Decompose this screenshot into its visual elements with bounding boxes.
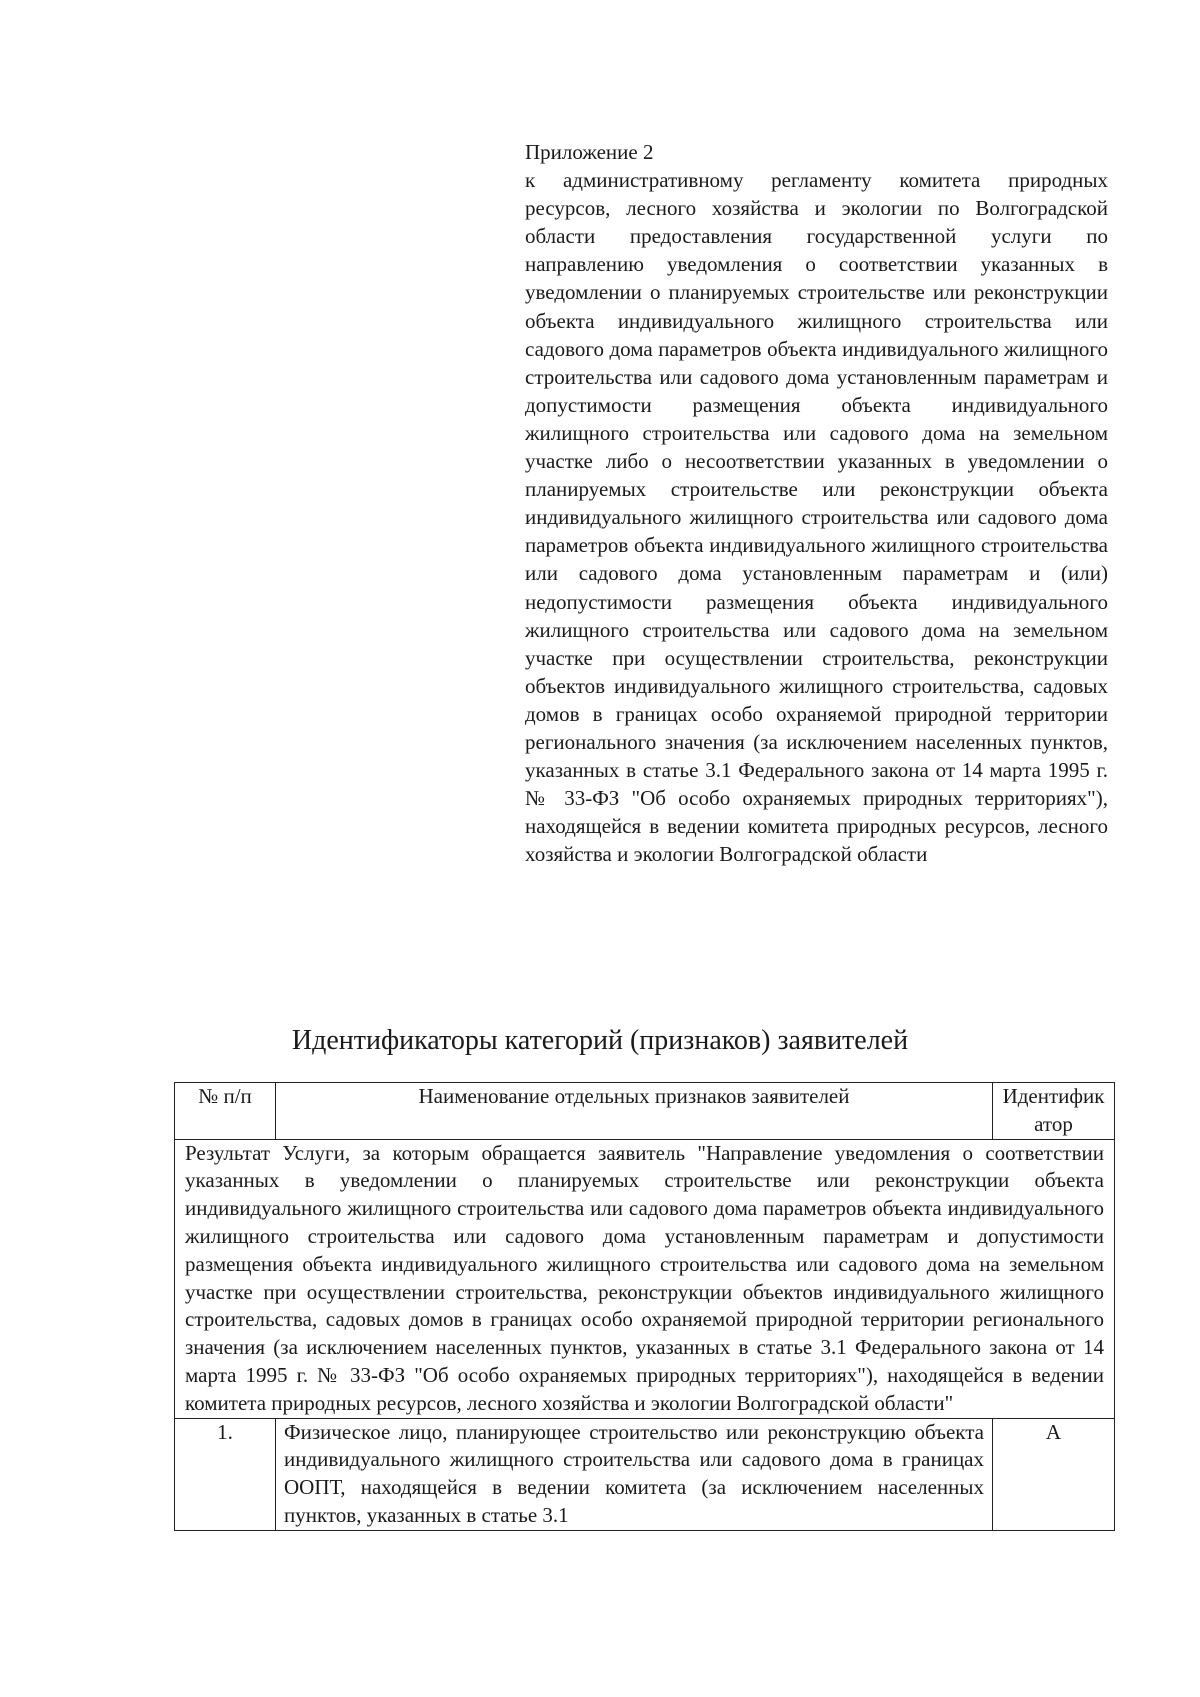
result-cell: Результат Услуги, за которым обращается заявитель "Направление уведомления о соответствии указанных в уведомлении о планируемых строительстве или реконструкции объекта индивидуального жилищного строительства или садового дома параметров объекта индивидуального жилищного строительства или садового дома установленным параметрам и допустимости размещения объекта индивидуального жилищного строительства или садового дома на земельном участке при осуществлении строительства, реконструкции объектов индивидуального жилищного строительства, садовых домов в границах особо охраняемой природной территории регионального значения (за исключением населенных пунктов, указанных в статье 3.1 Федерального закона от 14 марта 1995 г. № 33-ФЗ "Об особо охраняемых природных территориях"), находящейся в ведении комитета природных ресурсов, лесного хозяйства и экологии Волгоградской области" [175,1139,1115,1418]
result-row [175,1139,1115,1418]
header-identifier [993,1083,1115,1140]
row-name: Физическое лицо, планирующее строительство или реконструкцию объекта индивидуального жилищного строительства или садового дома в границах ООПТ, находящейся в ведении комитета (за исключением населенных пунктов, указанных в статье 3.1 [276,1418,993,1530]
identifiers-table [174,1082,1115,1531]
row-identifier: А [993,1418,1115,1530]
header-identifier-text: Идентификатор [1002,1084,1105,1136]
appendix-block [525,138,1108,868]
header-name: Наименование отдельных признаков заявителей [276,1083,993,1140]
table-header-row [175,1083,1115,1140]
appendix-title: Приложение 2 [525,140,654,164]
table-row [175,1418,1115,1530]
row-number: 1. [175,1418,276,1530]
header-number: № п/п [175,1083,276,1140]
appendix-text: к административному регламенту комитета природных ресурсов, лесного хозяйства и экологии по Волгоградской области предоставления государственной услуги по направлению уведомления о соответствии указанных в уведомлении о планируемых строительстве или реконструкции объекта индивидуального жилищного строительства или садового дома параметров объекта индивидуального жилищного строительства или садового дома установленным параметрам и допустимости размещения объекта индивидуального жилищного строительства или садового дома на земельном участке либо о несоответствии указанных в уведомлении о планируемых строительстве или реконструкции объекта индивидуального жилищного строительства или садового дома параметров объекта индивидуального жилищного строительства или садового дома установленным параметрам и (или) недопустимости размещения объекта индивидуального жилищного строительства или садового дома на земельном участке при осуществлении строительства, реконструкции объектов индивидуального жилищного строительства, садовых домов в границах особо охраняемой природной территории регионального значения (за исключением населенных пунктов, указанных в статье 3.1 Федерального закона от 14 марта 1995 г. № 33-ФЗ "Об особо охраняемых природных территориях"), находящейся в ведении комитета природных ресурсов, лесного хозяйства и экологии Волгоградской области [525,168,1108,867]
document-heading: Идентификаторы категорий (признаков) заявителей [291,1025,909,1056]
